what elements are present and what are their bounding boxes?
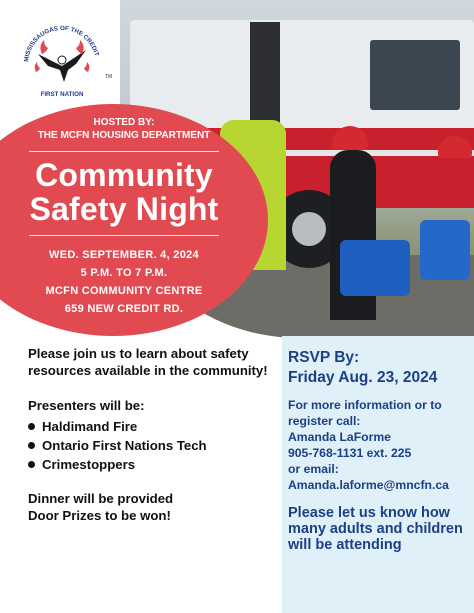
info-line: or email: — [288, 462, 339, 476]
blue-bag — [340, 240, 410, 296]
divider — [29, 151, 219, 152]
event-venue: MCFN COMMUNITY CENTRE — [45, 285, 203, 297]
red-helmet-icon — [438, 136, 472, 158]
mcfn-logo — [18, 20, 106, 100]
event-details — [0, 246, 248, 318]
title-line-2: Safety Night — [29, 191, 219, 227]
host-department: THE MCFN HOUSING DEPARTMENT — [37, 130, 211, 141]
list-item: Haldimand Fire — [28, 417, 278, 436]
blue-bag — [420, 220, 470, 280]
flame-icon — [35, 62, 40, 72]
contact-info — [288, 397, 468, 493]
wheel-hub — [292, 212, 326, 246]
flame-icon — [84, 62, 89, 72]
event-info — [0, 108, 248, 318]
contact-name: Amanda LaForme — [288, 430, 391, 444]
logo-arc-text: MISSISSAUGAS OF THE CREDIT — [23, 24, 100, 63]
event-time: 5 P.M. TO 7 P.M. — [80, 267, 168, 279]
bullet-icon — [28, 423, 35, 430]
flame-icon — [40, 40, 48, 54]
prizes-text: Door Prizes to be won! — [28, 508, 171, 523]
title-line-1: Community — [35, 157, 213, 193]
eagle-icon — [38, 50, 86, 82]
intro-text: Please join us to learn about safety resources available in the community! — [28, 346, 268, 378]
event-address: 659 NEW CREDIT RD. — [64, 303, 184, 315]
event-date: WED. SEPTEMBER. 4, 2024 — [49, 249, 199, 261]
list-item: Crimestoppers — [28, 455, 278, 474]
hosted-by-label: HOSTED BY: — [93, 117, 155, 128]
dinner-text: Dinner will be provided — [28, 491, 174, 506]
logo-bottom-text: FIRST NATION — [40, 91, 84, 98]
rsvp-note: Please let us know how many adults and children will be attending — [288, 505, 463, 553]
rsvp-date: Friday Aug. 23, 2024 — [288, 369, 438, 386]
trademark: TM — [105, 74, 113, 80]
flame-icon — [76, 40, 84, 54]
list-item: Ontario First Nations Tech — [28, 436, 278, 455]
info-line: register call: — [288, 414, 361, 428]
contact-email[interactable]: Amanda.laforme@mncfn.ca — [288, 478, 449, 492]
bullet-icon — [28, 461, 35, 468]
contact-phone[interactable]: 905-768-1131 ext. 225 — [288, 446, 412, 460]
presenters-list — [28, 417, 278, 474]
rsvp-heading: RSVP By: — [288, 349, 360, 366]
fire-truck-window — [370, 40, 460, 110]
presenters-heading: Presenters will be: — [28, 398, 145, 413]
divider — [29, 235, 219, 236]
rsvp-panel — [282, 336, 474, 613]
bullet-icon — [28, 442, 35, 449]
info-line: For more information or to — [288, 398, 442, 412]
description-block — [28, 345, 278, 524]
